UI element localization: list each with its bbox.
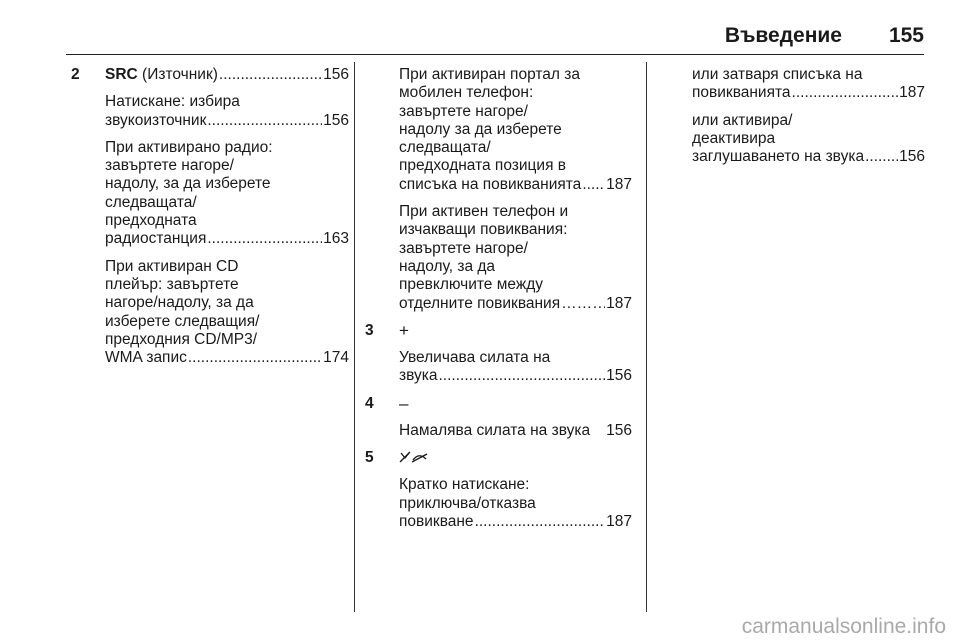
entry-volume-down: Намалява силата на звука 156 xyxy=(399,422,632,440)
leader-dots xyxy=(188,349,322,367)
leader-dots xyxy=(207,112,322,130)
item-4-heading xyxy=(365,394,632,413)
item-5-heading xyxy=(365,449,632,467)
item-number: 4 xyxy=(365,394,374,412)
entry-press-select-source: Натискане: избира звукоизточник ..... 156 xyxy=(105,93,349,130)
item-3-heading xyxy=(365,321,632,340)
page-ref: 187 xyxy=(899,84,925,102)
leader-dots xyxy=(439,367,606,385)
src-key-desc: (Източник) xyxy=(137,66,218,83)
entry-close-call-list: или затваря списъка на повикванията ..... 187 xyxy=(692,66,925,103)
item-number: 3 xyxy=(365,321,374,339)
page-ref: 163 xyxy=(323,230,349,248)
column-2 xyxy=(365,66,632,540)
src-key-label: SRC xyxy=(105,66,138,83)
entry-toggle-mute: или активира/ деактивира заглушаването на звука ..... 156 xyxy=(692,112,925,167)
voice-mute-hangup-icon xyxy=(399,449,439,467)
entry-volume-up: Увеличава силата на звука ..... 156 xyxy=(399,349,632,386)
entry-phone-portal: При активиран портал за мобилен телефон: завъртете нагоре/ надолу за да изберете следващата/ предходната позиция в списъка на повикванията ..... 187 xyxy=(399,66,632,194)
leader-dots xyxy=(591,422,605,440)
plus-icon: + xyxy=(399,321,409,340)
leader-dots xyxy=(865,148,898,166)
column-1 xyxy=(71,66,349,376)
item-2-heading xyxy=(71,66,349,84)
watermark: carmanualsonline.info xyxy=(741,615,946,638)
page-title: Въведение xyxy=(724,24,842,47)
page-number: 155 xyxy=(888,24,924,47)
page-ref: 156 xyxy=(323,111,349,129)
leader-dots xyxy=(475,513,606,531)
page-ref: 156 xyxy=(606,422,632,440)
leader-dots xyxy=(582,176,605,194)
page-header xyxy=(66,22,924,55)
leader-dots xyxy=(792,84,899,102)
leader-dots xyxy=(561,295,605,313)
entry-waiting-calls: При активен телефон и изчакващи повиквания: завъртете нагоре/ надолу, за да превключите между отделните повиквания ……………………………………………………………………………… 187 xyxy=(399,203,632,313)
entry-cd: При активиран CD плейър: завъртете нагоре/надолу, за да изберете следващия/ предходния CD/MP3/ WMA запис ..... 174 xyxy=(105,258,349,368)
page-ref: 156 xyxy=(899,148,925,166)
column-divider-1 xyxy=(354,62,355,612)
leader-dots xyxy=(207,230,322,248)
column-divider-2 xyxy=(646,62,647,612)
page-ref: 156 xyxy=(323,66,349,83)
item-number: 5 xyxy=(365,449,374,467)
page-ref: 187 xyxy=(606,294,632,312)
page-ref: 187 xyxy=(606,175,632,193)
minus-icon: – xyxy=(399,394,409,413)
page-ref: 156 xyxy=(606,367,632,385)
leader-dots xyxy=(219,66,322,84)
column-3 xyxy=(692,66,925,175)
entry-radio: При активирано радио: завъртете нагоре/ надолу, за да изберете следващата/ предходната радиостанция ..... 163 xyxy=(105,139,349,249)
page-ref: 174 xyxy=(323,349,349,367)
entry-end-call: Кратко натискане: приключва/отказва повикване ..... 187 xyxy=(399,476,632,531)
page-ref: 187 xyxy=(606,512,632,530)
item-number: 2 xyxy=(71,66,80,83)
